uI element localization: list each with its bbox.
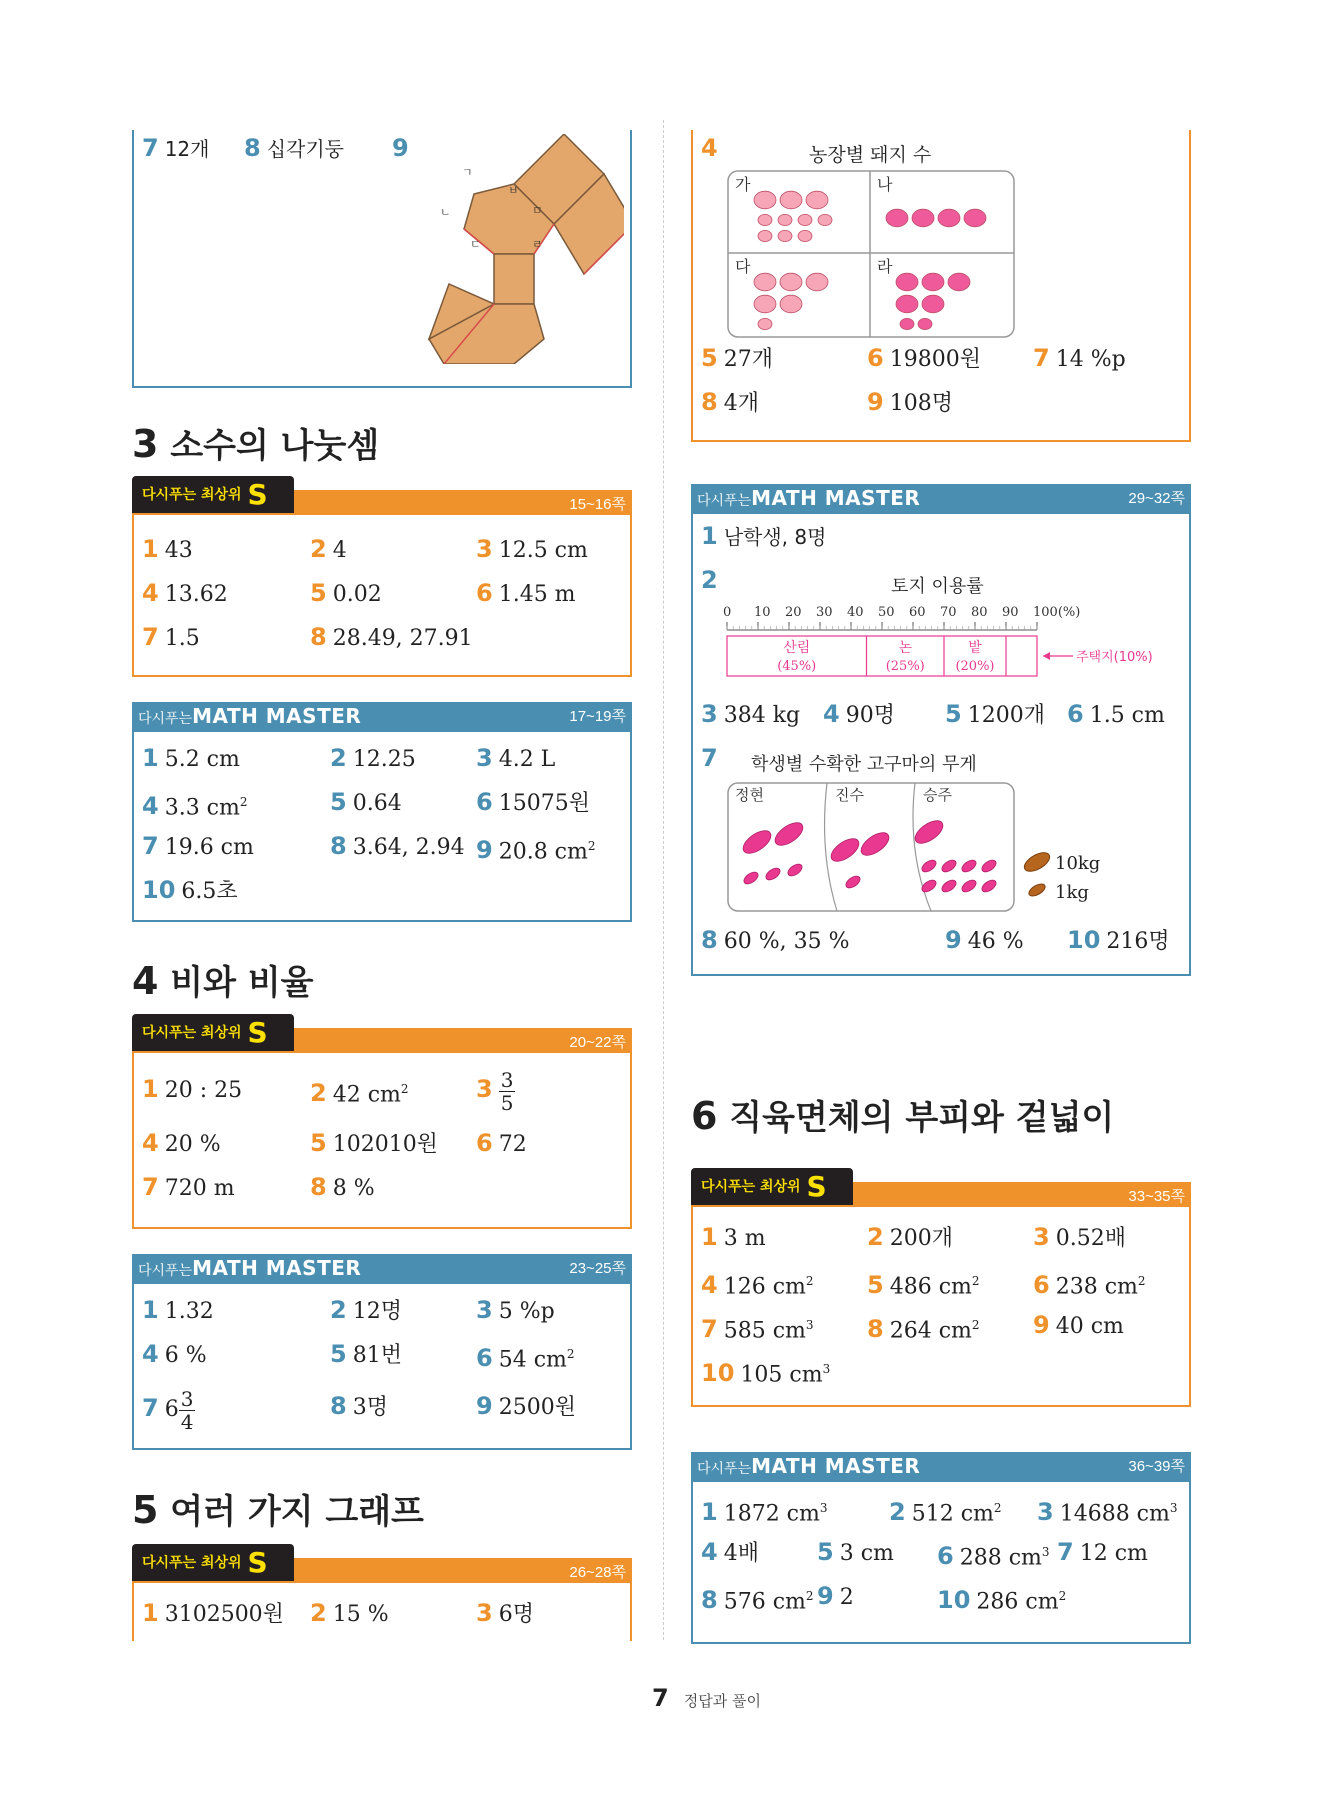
answer-7: 7 14 %p <box>1033 344 1126 372</box>
answer-4: 4 90명 <box>823 700 895 728</box>
answer-9: 9 <box>392 134 409 162</box>
pig-icon <box>758 230 772 241</box>
sec3-band-2: 다시푸는MATH MASTER 17~19쪽 <box>132 702 632 732</box>
pig-icon <box>918 318 932 329</box>
pig-icon <box>778 214 792 225</box>
segment-name: 밭 <box>968 640 982 656</box>
answer-4: 4 126 $cm^2$ <box>701 1271 814 1300</box>
pig-icon <box>798 230 812 241</box>
s-logo-icon: S <box>806 1170 827 1203</box>
answer-2: 2 15 % <box>310 1599 389 1627</box>
pig-pictograph <box>727 170 1017 340</box>
pig-icon <box>758 318 772 329</box>
tick-label: 60 <box>909 605 926 620</box>
column-divider <box>663 120 664 1640</box>
tick-label: 10 <box>754 605 771 620</box>
sec3-box-2 <box>132 730 632 922</box>
answer-8: 8 3.64, 2.94 <box>330 832 465 860</box>
answer-9: 9 40 cm <box>1033 1311 1124 1339</box>
cell-ra: 라 <box>877 257 893 276</box>
pig-icon <box>818 214 832 225</box>
segment-name: 산림 <box>783 640 811 656</box>
answer-3: 3 384 kg <box>701 700 801 728</box>
answer-9: 9 46 % <box>945 926 1024 954</box>
page-number: 7 <box>652 1684 669 1712</box>
tick-label: 100(%) <box>1033 605 1081 620</box>
pig-icon <box>798 214 812 225</box>
answer-7: 7 19.6 cm <box>142 832 254 860</box>
pig-icon <box>912 209 934 227</box>
cell-na: 나 <box>877 175 893 194</box>
pig-icon <box>778 230 792 241</box>
tick-label: 30 <box>816 605 833 620</box>
answer-6: 6 72 <box>476 1129 527 1157</box>
answer-4: 4 3.3 $cm^2$ <box>142 792 248 821</box>
segment-percent: (45%) <box>777 659 817 674</box>
right-top-answer-box <box>691 130 1191 442</box>
sec3-box-1 <box>132 513 632 677</box>
tick-label: 20 <box>785 605 802 620</box>
sec6-tab-choisangwi: 다시푸는 최상위 S <box>691 1168 853 1206</box>
pig-icon <box>754 295 776 313</box>
s-logo-icon: S <box>247 1016 268 1049</box>
answer-7: 7 <box>701 744 718 772</box>
answer-3: 3 0.52배 <box>1033 1223 1126 1251</box>
answer-1: 1 남학생, 8명 <box>701 522 827 550</box>
sec5-tab-choisangwi: 다시푸는 최상위 S <box>132 1544 294 1582</box>
net-label-3: ㄷ <box>470 238 481 251</box>
student-3: 승주 <box>923 786 952 804</box>
tick-label: 50 <box>878 605 895 620</box>
right-mm-box <box>691 512 1191 976</box>
answer-7: 7 585 $cm^3$ <box>701 1315 814 1344</box>
fraction: $\frac{3}{4}$ <box>180 1386 194 1434</box>
answer-2: 2 512 $cm^2$ <box>889 1498 1002 1527</box>
answer-9: 9 108명 <box>867 388 953 416</box>
student-2: 진수 <box>835 786 864 804</box>
pig-icon <box>758 214 772 225</box>
answer-2: 2 <box>701 566 718 594</box>
answer-4: 4 13.62 <box>142 579 228 607</box>
answer-7: 7 12 cm <box>1057 1538 1148 1566</box>
pig-icon <box>922 273 944 291</box>
answer-8: 8 십각기둥 <box>244 134 344 162</box>
net-label-6: ㅂ <box>508 184 519 197</box>
pig-icon <box>964 209 986 227</box>
answer-9: 9 2500원 <box>476 1392 576 1420</box>
sec4-band-2: 다시푸는MATH MASTER 23~25쪽 <box>132 1254 632 1284</box>
fraction: $\frac{3}{5}$ <box>500 1067 514 1115</box>
answer-1: 1 3 m <box>701 1223 766 1251</box>
arrow-left-icon <box>1043 652 1050 660</box>
s-logo-icon: S <box>247 478 268 511</box>
answer-1: 1 3102500원 <box>142 1599 284 1627</box>
tick-label: 0 <box>723 605 732 620</box>
land-use-title: 토지 이용률 <box>891 576 984 597</box>
tick-label: 70 <box>940 605 957 620</box>
tick-label: 40 <box>847 605 864 620</box>
sec6-band-2: 다시푸는MATH MASTER 36~39쪽 <box>691 1452 1191 1482</box>
answer-5: 5 0.02 <box>310 579 382 607</box>
answer-2: 2 4 <box>310 535 347 563</box>
pig-graph-title: 농장별 돼지 수 <box>809 144 932 166</box>
tick-label: 90 <box>1002 605 1019 620</box>
pig-icon <box>922 295 944 313</box>
land-use-band-graph <box>721 600 1161 692</box>
s-logo-icon: S <box>247 1546 268 1579</box>
answer-9: 9 2 <box>817 1582 854 1610</box>
answer-10: 10 6.5초 <box>142 876 238 904</box>
arrow-label: 주택지(10%) <box>1076 650 1153 665</box>
right-mm-band: 다시푸는MATH MASTER 29~32쪽 <box>691 484 1191 514</box>
answer-5: 5 3 cm <box>817 1538 894 1566</box>
pig-icon <box>886 209 908 227</box>
answer-5: 5 81번 <box>330 1340 402 1368</box>
answer-3: 3 12.5 cm <box>476 535 588 563</box>
sec6-band-1: 33~35쪽 <box>853 1182 1191 1206</box>
footer-label: 정답과 풀이 <box>683 1692 762 1710</box>
answer-6: 6 1.5 cm <box>1067 700 1165 728</box>
sec5-band-1: 26~28쪽 <box>294 1558 632 1582</box>
answer-3: 3 5 %p <box>476 1296 555 1324</box>
legend-10kg: 10kg <box>1055 853 1101 874</box>
net-label-1: ㄱ <box>462 166 473 179</box>
answer-7: 7 12개 <box>142 134 210 162</box>
answer-8: 8 8 % <box>310 1173 375 1201</box>
answer-8: 8 576 $cm^2$ <box>701 1586 814 1615</box>
sec5-box-1 <box>132 1581 632 1641</box>
answer-1: 1 43 <box>142 535 193 563</box>
pig-icon <box>780 191 802 209</box>
answer-4: 4 4배 <box>701 1538 759 1566</box>
answer-2: 2 200개 <box>867 1223 953 1251</box>
page-footer <box>652 1684 761 1712</box>
answer-8: 8 28.49, 27.91 <box>310 623 473 651</box>
legend-1kg: 1kg <box>1055 882 1089 903</box>
cell-da: 다 <box>735 257 751 276</box>
segment-name: 논 <box>898 640 913 656</box>
answer-2: 2 12명 <box>330 1296 402 1324</box>
cell-ga: 가 <box>735 175 751 194</box>
student-1: 정현 <box>735 786 764 804</box>
answer-8: 8 60 %, 35 % <box>701 926 850 954</box>
answer-6: 6 15075원 <box>476 788 590 816</box>
tick-label: 80 <box>971 605 988 620</box>
answer-8: 8 4개 <box>701 388 759 416</box>
answer-10: 10 286 $cm^2$ <box>937 1586 1067 1615</box>
pig-icon <box>900 318 914 329</box>
answer-3: 3 $\frac{3}{5}$ <box>476 1067 514 1115</box>
pig-icon <box>896 295 918 313</box>
sec4-band-1: 20~22쪽 <box>294 1028 632 1052</box>
answer-6: 6 54 $cm^2$ <box>476 1344 575 1373</box>
segment-percent: (20%) <box>955 659 995 674</box>
pig-icon <box>780 295 802 313</box>
answer-8: 8 264 $cm^2$ <box>867 1315 980 1344</box>
section-6-heading: 6 직육면체의 부피와 겉넓이 <box>691 1094 1115 1138</box>
pig-icon <box>754 273 776 291</box>
answer-2: 2 12.25 <box>330 744 416 772</box>
answer-10: 10 216명 <box>1067 926 1170 954</box>
answer-5: 5 27개 <box>701 344 773 372</box>
net-label-5: ㅁ <box>532 204 543 217</box>
answer-4: 4 <box>701 134 718 162</box>
answer-7: 7 720 m <box>142 1173 235 1201</box>
big-potato-icon <box>1023 849 1053 875</box>
sec4-box-2 <box>132 1282 632 1450</box>
section-3-heading: 3 소수의 나눗셈 <box>132 422 380 466</box>
segment-percent: (25%) <box>885 659 925 674</box>
answer-7: 7 1.5 <box>142 623 200 651</box>
pig-icon <box>806 273 828 291</box>
net-label-4: ㄹ <box>532 238 543 251</box>
answer-4: 4 6 % <box>142 1340 207 1368</box>
sweet-potato-title: 학생별 수확한 고구마의 무게 <box>751 754 977 775</box>
answer-1: 1 1.32 <box>142 1296 214 1324</box>
answer-2: 2 42 $cm^2$ <box>310 1079 409 1108</box>
sec6-box-1 <box>691 1205 1191 1407</box>
answer-6: 6 1.45 m <box>476 579 576 607</box>
pig-icon <box>938 209 960 227</box>
answer-6: 6 288 $cm^3$ <box>937 1542 1050 1571</box>
pig-icon <box>806 191 828 209</box>
answer-5: 5 102010원 <box>310 1129 438 1157</box>
section-4-heading: 4 비와 비율 <box>132 959 314 1003</box>
sec3-band-1: 15~16쪽 <box>294 490 632 514</box>
sweet-potato-pictograph <box>727 782 1017 914</box>
answer-10: 10 105 $cm^3$ <box>701 1359 831 1388</box>
pig-icon <box>754 191 776 209</box>
answer-3: 3 4.2 L <box>476 744 556 772</box>
answer-8: 8 3명 <box>330 1392 388 1420</box>
answer-6: 6 238 $cm^2$ <box>1033 1271 1146 1300</box>
answer-7: 7 6 $\frac{3}{4}$ <box>142 1386 194 1434</box>
answer-6: 6 19800원 <box>867 344 981 372</box>
small-potato-icon <box>1027 882 1047 899</box>
answer-5: 5 486 $cm^2$ <box>867 1271 980 1300</box>
prism-net-diagram <box>404 134 624 364</box>
answer-4: 4 20 % <box>142 1129 221 1157</box>
answer-9: 9 20.8 $cm^2$ <box>476 836 596 865</box>
answer-3: 3 6명 <box>476 1599 534 1627</box>
answer-1: 1 1872 $cm^3$ <box>701 1498 828 1527</box>
pig-icon <box>780 273 802 291</box>
pig-icon <box>896 273 918 291</box>
sec3-tab-choisangwi: 다시푸는 최상위 S <box>132 476 294 514</box>
answer-1: 1 5.2 cm <box>142 744 240 772</box>
answer-5: 5 0.64 <box>330 788 402 816</box>
top-left-answer-box <box>132 130 632 388</box>
pig-icon <box>948 273 970 291</box>
sec4-tab-choisangwi: 다시푸는 최상위 S <box>132 1014 294 1052</box>
sec4-box-1 <box>132 1051 632 1229</box>
sec6-box-2 <box>691 1480 1191 1644</box>
section-5-heading: 5 여러 가지 그래프 <box>132 1488 424 1532</box>
potato-legend <box>1023 848 1143 908</box>
answer-1: 1 20 : 25 <box>142 1075 243 1103</box>
net-label-2: ㄴ <box>440 206 451 219</box>
answer-3: 3 14688 $cm^3$ <box>1037 1498 1178 1527</box>
answer-5: 5 1200개 <box>945 700 1045 728</box>
